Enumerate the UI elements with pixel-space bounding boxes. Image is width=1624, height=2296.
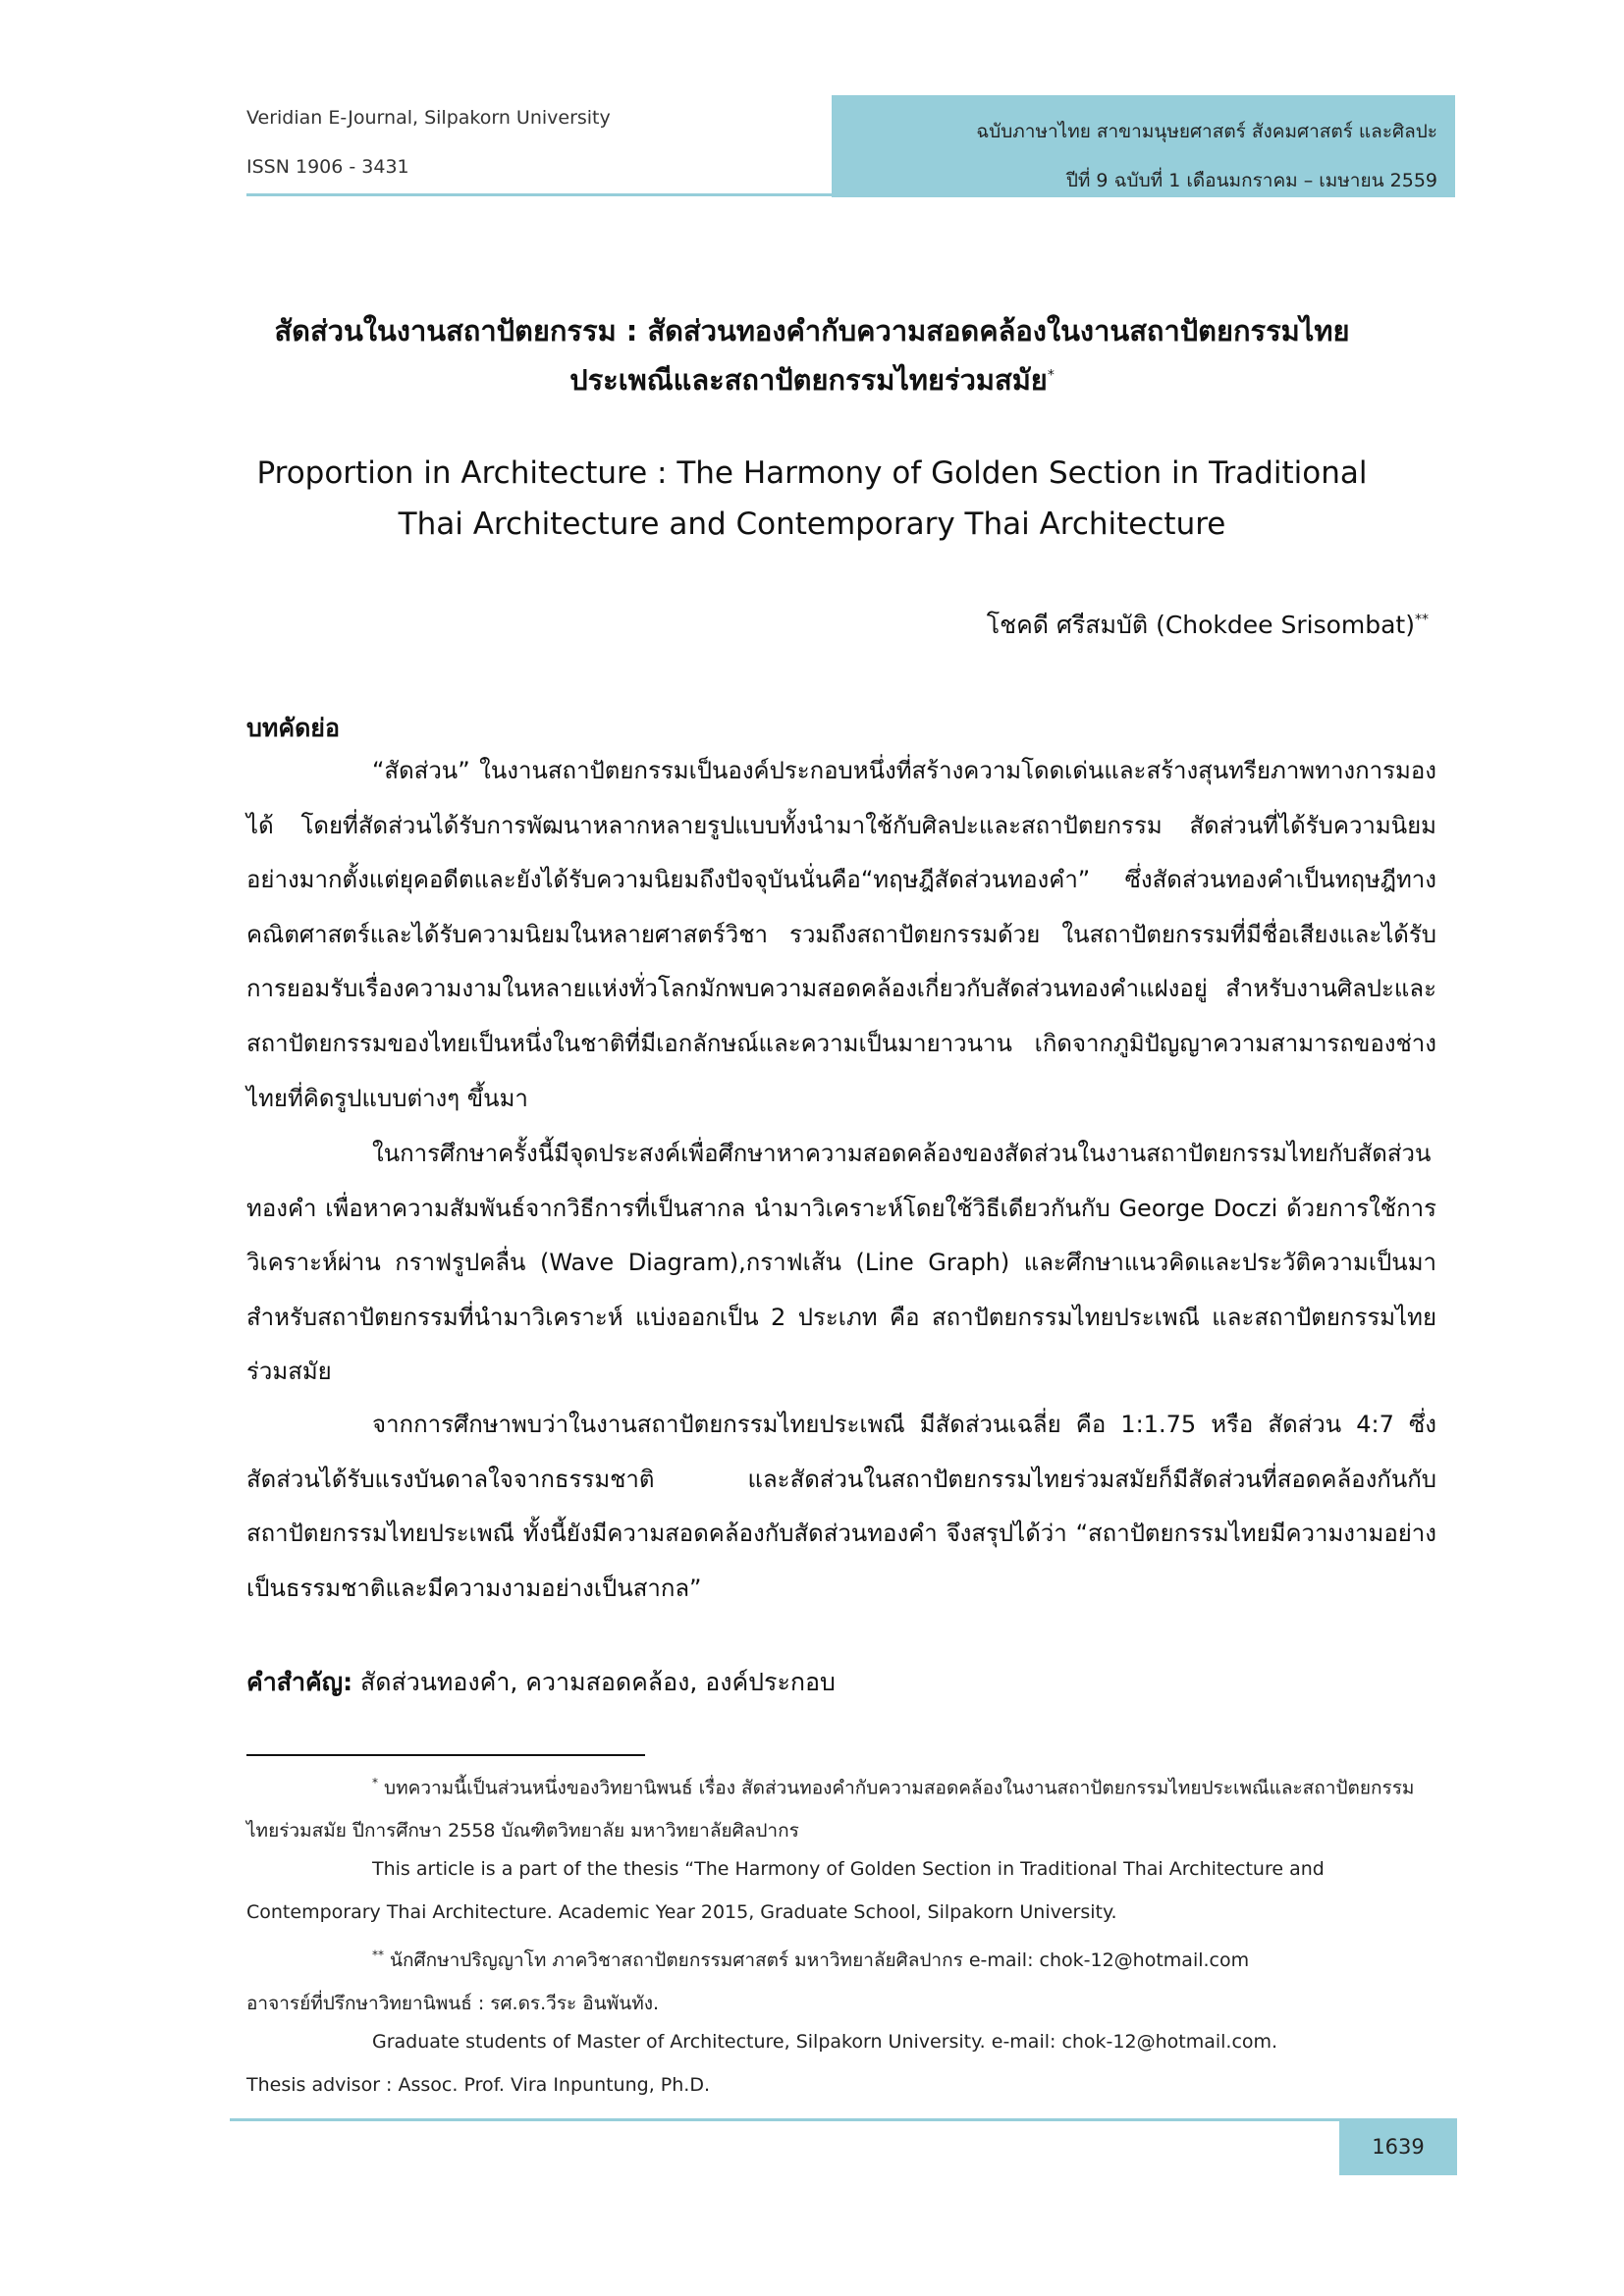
keywords	[246, 1663, 836, 1702]
footnote-2-en-advisor: Thesis advisor : Assoc. Prof. Vira Inpuntung, Ph.D.	[246, 2074, 710, 2096]
footnote-1-text: บทความนี้เป็นส่วนหนึ่งของวิทยานิพนธ์ เรื่อง สัดส่วนทองคำกับความสอดคล้องในงานสถาปัตยกรรมไทยประเพณีและสถาปัตยกรรมไทยร่วมสมัย ปีการศึกษา 2558 บัณฑิตวิทยาลัย มหาวิทยาลัยศิลปากร	[246, 1777, 1415, 1842]
footnote-2-text: นักศึกษาปริญญาโท ภาควิชาสถาปัตยกรรมศาสตร์ มหาวิทยาลัยศิลปากร e-mail: chok-12@hotmail.com	[390, 1949, 1250, 1972]
page-number: 1639	[1339, 2118, 1457, 2175]
thai-title-text: ประเพณีและสถาปัตยกรรมไทยร่วมสมัย	[569, 363, 1048, 397]
abstract-paragraph-3: จากการศึกษาพบว่าในงานสถาปัตยกรรมไทยประเพณี มีสัดส่วนเฉลี่ย คือ 1:1.75 หรือ สัดส่วน 4:7 ซึ่งสัดส่วนได้รับแรงบันดาลใจจากธรรมชาติ และสัดส่วนในสถาปัตยกรรมไทยร่วมสมัยก็มีสัดส่วนที่สอดคล้องกันกับสถาปัตยกรรมไทยประเพณี ทั้งนี้ยังมีความสอดคล้องกับสัดส่วนทองคำ จึงสรุปได้ว่า “สถาปัตยกรรมไทยมีความงามอย่างเป็นธรรมชาติและมีความงามอย่างเป็นสากล”	[246, 1411, 1436, 1602]
journal-issn: ISSN 1906 - 3431	[246, 156, 409, 178]
author-footnote-mark: **	[1415, 612, 1429, 628]
footnote-2-advisor: อาจารย์ที่ปรึกษาวิทยานิพนธ์ : รศ.ดร.วีระ อินพันทัง.	[246, 1993, 660, 2015]
author-name: โชคดี ศรีสมบัติ (Chokdee Srisombat)	[986, 611, 1415, 639]
footnote-rule	[246, 1754, 645, 1756]
title-footnote-mark: *	[1047, 367, 1055, 384]
thai-title-line-1: สัดส่วนในงานสถาปัตยกรรม : สัดส่วนทองคำกับความสอดคล้องในงานสถาปัตยกรรมไทย	[274, 314, 1350, 347]
abstract-paragraph-2: ในการศึกษาครั้งนี้มีจุดประสงค์เพื่อศึกษาหาความสอดคล้องของสัดส่วนในงานสถาปัตยกรรมไทยกับสัดส่วนทองคำ เพื่อหาความสัมพันธ์จากวิธีการที่เป็นสากล นำมาวิเคราะห์โดยใช้วิธีเดียวกันกับ George Doczi ด้วยการใช้การวิเคราะห์ผ่าน กราฟรูปคลื่น (Wave Diagram),กราฟเส้น (Line Graph) และศึกษาแนวคิดและประวัติความเป็นมา สำหรับสถาปัตยกรรมที่นำมาวิเคราะห์ แบ่งออกเป็น 2 ประเภท คือ สถาปัตยกรรมไทยประเพณี และสถาปัตยกรรมไทยร่วมสมัย	[246, 1140, 1436, 1386]
thai-title-line-2	[177, 357, 1447, 402]
footnote-1-english: This article is a part of the thesis “The Harmony of Golden Section in Traditional Thai Architecture and Contemporary Thai Architecture. Academic Year 2015, Graduate School, Silpakorn University.	[246, 1858, 1325, 1923]
edition-banner	[832, 95, 1455, 197]
volume-label: ปีที่ 9 ฉบับที่ 1 เดือนมกราคม – เมษายน 2559	[1065, 170, 1437, 191]
footnote-2-mark: **	[372, 1949, 384, 1962]
header-rule	[246, 193, 832, 196]
abstract-paragraph-1: “สัดส่วน” ในงานสถาปัตยกรรมเป็นองค์ประกอบหนึ่งที่สร้างความโดดเด่นและสร้างสุนทรียภาพทางการมองได้ โดยที่สัดส่วนได้รับการพัฒนาหลากหลายรูปแบบทั้งนำมาใช้กับศิลปะและสถาปัตยกรรม สัดส่วนที่ได้รับความนิยมอย่างมากตั้งแต่ยุคอดีตและยังได้รับความนิยมถึงปัจจุบันนั่นคือ“ทฤษฎีสัดส่วนทองคำ” ซึ่งสัดส่วนทองคำเป็นทฤษฎีทางคณิตศาสตร์และได้รับความนิยมในหลายศาสตร์วิชา รวมถึงสถาปัตยกรรมด้วย ในสถาปัตยกรรมที่มีชื่อเสียงและได้รับการยอมรับเรื่องความงามในหลายแห่งทั่วโลกมักพบความสอดคล้องเกี่ยวกับสัดส่วนทองคำแฝงอยู่ สำหรับงานศิลปะและสถาปัตยกรรมของไทยเป็นหนึ่งในชาติที่มีเอกลักษณ์และความเป็นมายาวนาน เกิดจากภูมิปัญญาความสามารถของช่างไทยที่คิดรูปแบบต่างๆ ขึ้นมา	[246, 757, 1436, 1112]
footnote-1-mark: *	[372, 1776, 378, 1789]
footnote-2-english	[246, 2020, 1436, 2107]
keywords-label: คำสำคัญ:	[246, 1668, 353, 1696]
keywords-value: สัดส่วนทองคำ, ความสอดคล้อง, องค์ประกอบ	[360, 1668, 836, 1696]
edition-label: ฉบับภาษาไทย สาขามนุษยศาสตร์ สังคมศาสตร์ และศิลปะ	[976, 121, 1437, 142]
footnote-2-thai	[246, 1934, 1436, 2025]
footnote-1-thai	[246, 1761, 1436, 1852]
author-line	[987, 606, 1429, 645]
abstract-heading: บทคัดย่อ	[246, 714, 340, 742]
english-title-line-1: Proportion in Architecture : The Harmony of Golden Section in Traditional	[256, 455, 1368, 491]
journal-header	[246, 93, 836, 191]
footnote-2-indent	[246, 1949, 1249, 1971]
journal-name: Veridian E-Journal, Silpakorn University	[246, 107, 611, 129]
footer-rule	[230, 2118, 1457, 2121]
english-title-line-2: Thai Architecture and Contemporary Thai Architecture	[398, 507, 1226, 542]
footnote-2-en-text: Graduate students of Master of Architecture, Silpakorn University. e-mail: chok-12@hotmail.com.	[372, 2031, 1278, 2053]
